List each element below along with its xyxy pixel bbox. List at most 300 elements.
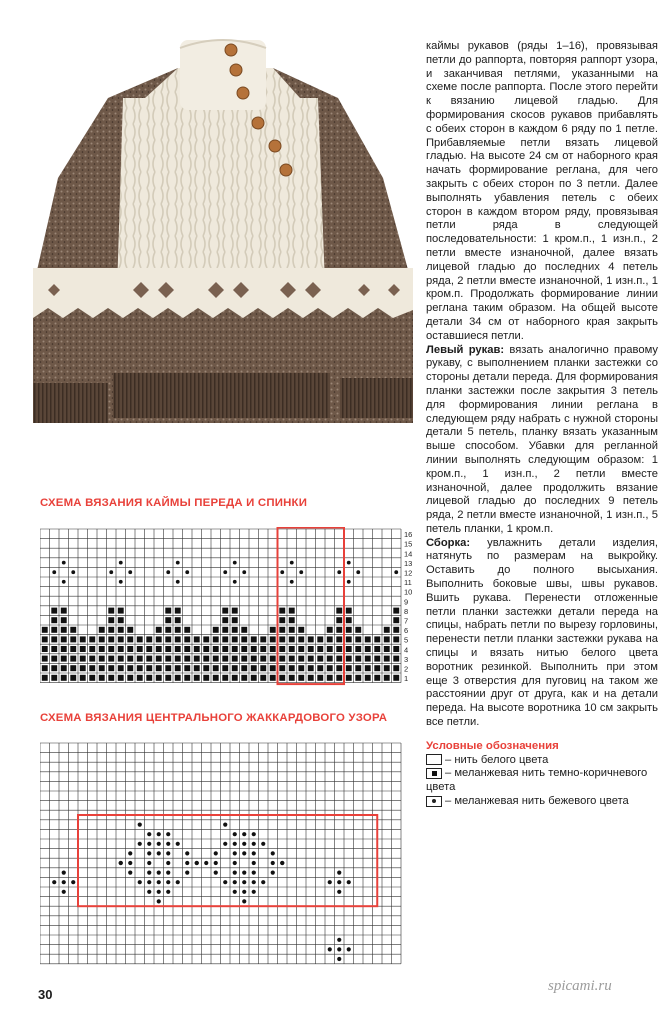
beige-stitch — [185, 851, 189, 855]
dark-stitch — [298, 675, 304, 681]
dark-stitch — [137, 636, 143, 642]
dark-stitch — [42, 665, 48, 671]
legend-text: – меланжевая нить бежевого цвета — [445, 795, 629, 808]
dark-stitch — [42, 675, 48, 681]
dark-stitch — [184, 675, 190, 681]
dark-stitch — [156, 675, 162, 681]
dark-stitch — [194, 665, 200, 671]
dark-stitch — [99, 675, 105, 681]
dark-stitch — [241, 636, 247, 642]
beige-stitch — [128, 570, 132, 574]
dark-stitch — [203, 646, 209, 652]
dark-stitch — [393, 656, 399, 662]
dark-stitch — [260, 656, 266, 662]
dark-stitch — [336, 646, 342, 652]
dark-stitch — [99, 636, 105, 642]
beige-stitch — [147, 842, 151, 846]
row-number: 2 — [404, 664, 409, 674]
beige-stitch — [157, 880, 161, 884]
dark-stitch — [61, 665, 67, 671]
beige-stitch — [62, 890, 66, 894]
beige-stitch — [62, 580, 66, 584]
beige-stitch — [176, 842, 180, 846]
beige-stitch — [147, 861, 151, 865]
dark-stitch — [222, 608, 228, 614]
dark-stitch — [80, 665, 86, 671]
chart2-grid — [40, 741, 432, 973]
dark-stitch — [194, 656, 200, 662]
beige-stitch — [147, 851, 151, 855]
dark-stitch — [279, 608, 285, 614]
dark-stitch — [137, 665, 143, 671]
dark-stitch — [251, 675, 257, 681]
dark-stitch — [222, 627, 228, 633]
beige-stitch — [261, 842, 265, 846]
dark-stitch — [137, 656, 143, 662]
dark-stitch — [118, 608, 124, 614]
beige-stitch — [242, 899, 246, 903]
legend-dark — [426, 767, 658, 795]
dark-stitch — [222, 636, 228, 642]
dark-stitch — [308, 675, 314, 681]
beige-stitch — [62, 561, 66, 565]
dark-stitch — [251, 656, 257, 662]
beige-stitch — [252, 832, 256, 836]
beige-stitch — [62, 880, 66, 884]
watermark: spicami.ru — [548, 978, 612, 994]
beige-stitch — [119, 580, 123, 584]
dark-stitch — [365, 636, 371, 642]
left-sleeve-paragraph — [426, 344, 658, 537]
beige-stitch — [204, 861, 208, 865]
dark-stitch — [156, 636, 162, 642]
dark-stitch — [127, 675, 133, 681]
beige-stitch — [176, 580, 180, 584]
dark-stitch — [279, 665, 285, 671]
dark-stitch — [270, 665, 276, 671]
dark-stitch — [89, 665, 95, 671]
left-sleeve-heading: Левый рукав: — [426, 343, 505, 356]
dark-stitch — [203, 665, 209, 671]
dark-stitch — [336, 665, 342, 671]
beige-stitch — [242, 871, 246, 875]
dark-stitch — [289, 646, 295, 652]
dark-stitch — [42, 627, 48, 633]
dark-stitch — [393, 627, 399, 633]
beige-stitch — [166, 570, 170, 574]
dark-stitch — [70, 627, 76, 633]
beige-stitch — [394, 570, 398, 574]
dark-stitch — [384, 656, 390, 662]
dark-stitch — [99, 665, 105, 671]
beige-stitch — [347, 947, 351, 951]
beige-stitch — [157, 851, 161, 855]
paragraph-text: увлажнить детали изделия, натянуть по размерам на выкройку. Оставить до полного высыхания. Выполнить боковые швы, швы рукавов. Вшить рукава. Перенести отложенные петли планки застежки детали переда на спицы, набрать петли по вырезу горловины, перенести петли планки застежки рукава на спицы и вязать нитью белого цвета воротник резинкой. Выполнить при этом еще 3 отверстия для пуговиц на таком же расстоянии друг от друга, как и на детали переда. На высоте воротника 10 см закрыть все петли. — [426, 536, 658, 729]
dark-stitch — [374, 675, 380, 681]
dark-stitch — [365, 675, 371, 681]
dark-stitch — [346, 608, 352, 614]
dark-stitch — [232, 675, 238, 681]
dark-stitch — [355, 646, 361, 652]
dark-stitch — [270, 627, 276, 633]
dark-stitch — [241, 675, 247, 681]
dark-stitch — [355, 627, 361, 633]
beige-stitch — [337, 938, 341, 942]
dark-stitch — [346, 617, 352, 623]
dark-stitch — [118, 627, 124, 633]
dark-stitch — [232, 646, 238, 652]
dark-stitch — [384, 665, 390, 671]
dark-stitch — [203, 656, 209, 662]
dark-stitch — [241, 646, 247, 652]
dark-stitch — [184, 646, 190, 652]
row-number: 5 — [404, 635, 409, 645]
dark-stitch — [374, 656, 380, 662]
dark-stitch — [327, 646, 333, 652]
dark-stitch — [298, 636, 304, 642]
dark-stitch — [156, 656, 162, 662]
beige-stitch — [242, 880, 246, 884]
dark-stitch — [355, 665, 361, 671]
dark-stitch — [222, 675, 228, 681]
beige-stitch — [233, 861, 237, 865]
dark-stitch — [156, 627, 162, 633]
beige-stitch — [166, 851, 170, 855]
dark-stitch — [146, 636, 152, 642]
beige-stitch — [223, 842, 227, 846]
dark-stitch — [270, 656, 276, 662]
dark-stitch — [80, 646, 86, 652]
dark-stitch — [118, 617, 124, 623]
beige-stitch — [347, 561, 351, 565]
beige-stitch — [147, 871, 151, 875]
beige-stitch — [157, 832, 161, 836]
dark-stitch — [108, 608, 114, 614]
dark-stitch — [146, 646, 152, 652]
dark-stitch — [232, 627, 238, 633]
dark-stitch — [232, 656, 238, 662]
dark-stitch — [108, 656, 114, 662]
beige-stitch — [252, 871, 256, 875]
dark-stitch — [165, 665, 171, 671]
chart2-title: СХЕМА ВЯЗАНИЯ ЦЕНТРАЛЬНОГО ЖАККАРДОВОГО УЗОРА — [40, 712, 388, 724]
beige-stitch — [328, 880, 332, 884]
dark-stitch — [393, 636, 399, 642]
row-number: 9 — [404, 597, 409, 607]
dark-stitch — [99, 656, 105, 662]
beige-stitch — [347, 580, 351, 584]
dark-stitch — [184, 627, 190, 633]
dark-stitch — [61, 656, 67, 662]
dark-stitch — [336, 627, 342, 633]
beige-stitch — [147, 832, 151, 836]
beige-stitch — [252, 880, 256, 884]
dark-stitch — [51, 608, 57, 614]
dark-stitch — [194, 646, 200, 652]
dark-stitch — [232, 617, 238, 623]
row-number: 6 — [404, 626, 409, 636]
beige-stitch — [138, 880, 142, 884]
dark-stitch — [80, 675, 86, 681]
row-number: 7 — [404, 616, 409, 626]
dark-stitch — [165, 617, 171, 623]
assembly-heading: Сборка: — [426, 536, 471, 549]
dark-stitch — [374, 646, 380, 652]
beige-stitch — [280, 570, 284, 574]
beige-stitch — [185, 871, 189, 875]
dark-stitch — [61, 627, 67, 633]
dark-stitch — [108, 627, 114, 633]
beige-stitch — [233, 890, 237, 894]
dark-stitch — [51, 656, 57, 662]
beige-stitch — [176, 880, 180, 884]
dark-stitch — [127, 646, 133, 652]
dark-stitch — [289, 627, 295, 633]
dark-stitch — [146, 656, 152, 662]
dark-stitch — [108, 636, 114, 642]
dark-stitch — [289, 617, 295, 623]
dark-stitch — [42, 646, 48, 652]
assembly-paragraph — [426, 537, 658, 730]
dark-stitch — [146, 675, 152, 681]
dark-stitch — [384, 627, 390, 633]
dark-stitch — [346, 665, 352, 671]
beige-stitch — [337, 871, 341, 875]
dark-stitch — [365, 665, 371, 671]
beige-stitch — [166, 842, 170, 846]
dark-stitch — [42, 656, 48, 662]
dark-stitch — [184, 636, 190, 642]
dark-stitch — [51, 627, 57, 633]
dark-stitch — [61, 646, 67, 652]
dark-stitch — [127, 665, 133, 671]
beige-stitch — [290, 561, 294, 565]
row-number: 15 — [404, 539, 413, 549]
dark-stitch — [308, 636, 314, 642]
beige-stitch — [233, 842, 237, 846]
dark-stitch — [393, 665, 399, 671]
dark-stitch — [374, 636, 380, 642]
beige-stitch — [223, 823, 227, 827]
beige-stitch — [62, 871, 66, 875]
dark-stitch — [156, 646, 162, 652]
dark-stitch — [222, 617, 228, 623]
dark-stitch — [336, 656, 342, 662]
page-number: 30 — [38, 987, 53, 1002]
dark-stitch — [393, 646, 399, 652]
beige-stitch — [52, 570, 56, 574]
beige-stitch — [242, 570, 246, 574]
dark-stitch — [175, 675, 181, 681]
dark-stitch — [80, 636, 86, 642]
dark-stitch — [241, 656, 247, 662]
dark-stitch — [213, 636, 219, 642]
beige-stitch — [271, 871, 275, 875]
row-number: 1 — [404, 674, 409, 684]
dark-stitch — [393, 608, 399, 614]
repeat-frame — [78, 815, 377, 906]
dark-stitch — [270, 646, 276, 652]
dark-stitch — [137, 646, 143, 652]
beige-stitch — [290, 580, 294, 584]
beige-stitch — [214, 851, 218, 855]
beige-stitch — [337, 880, 341, 884]
legend-white — [426, 754, 658, 768]
dark-stitch — [222, 646, 228, 652]
beige-stitch — [223, 570, 227, 574]
dark-stitch — [175, 665, 181, 671]
dark-stitch — [213, 646, 219, 652]
dark-stitch — [270, 675, 276, 681]
dark-stitch — [374, 665, 380, 671]
beige-stitch — [166, 832, 170, 836]
dark-stitch — [108, 675, 114, 681]
dark-stitch — [327, 665, 333, 671]
dark-stitch — [213, 656, 219, 662]
dark-stitch — [317, 656, 323, 662]
dark-stitch — [89, 636, 95, 642]
dark-stitch — [61, 675, 67, 681]
chart1-title: СХЕМА ВЯЗАНИЯ КАЙМЫ ПЕРЕДА И СПИНКИ — [40, 497, 308, 509]
beige-stitch — [242, 890, 246, 894]
dark-stitch — [108, 617, 114, 623]
dark-stitch — [384, 636, 390, 642]
beige-stitch — [128, 861, 132, 865]
dark-stitch — [222, 665, 228, 671]
dark-stitch — [298, 665, 304, 671]
beige-stitch — [71, 880, 75, 884]
dark-stitch — [165, 656, 171, 662]
beige-stitch — [337, 890, 341, 894]
beige-stitch — [233, 880, 237, 884]
dark-stitch — [308, 646, 314, 652]
dark-stitch — [279, 636, 285, 642]
dark-stitch — [346, 646, 352, 652]
dark-stitch — [89, 675, 95, 681]
dark-stitch — [51, 636, 57, 642]
dark-stitch — [355, 675, 361, 681]
beige-stitch — [233, 832, 237, 836]
dark-stitch — [146, 665, 152, 671]
dark-stitch — [232, 608, 238, 614]
dark-stitch — [317, 636, 323, 642]
legend-text: – меланжевая нить темно-коричневого цвета — [426, 767, 648, 794]
dark-stitch — [393, 675, 399, 681]
dark-stitch — [51, 675, 57, 681]
dark-stitch — [355, 636, 361, 642]
dark-stitch — [70, 646, 76, 652]
beige-stitch — [252, 842, 256, 846]
beige-stitch — [356, 570, 360, 574]
dark-stitch — [89, 646, 95, 652]
row-number: 11 — [404, 578, 412, 588]
dark-stitch — [194, 636, 200, 642]
dark-stitch — [289, 665, 295, 671]
dark-stitch — [365, 656, 371, 662]
dark-stitch — [213, 675, 219, 681]
dark-stitch — [51, 617, 57, 623]
dark-stitch — [165, 675, 171, 681]
dark-stitch — [298, 646, 304, 652]
dark-stitch — [327, 627, 333, 633]
beige-stitch — [138, 842, 142, 846]
dark-stitch — [51, 646, 57, 652]
dark-stitch — [184, 656, 190, 662]
beige-stitch — [233, 580, 237, 584]
beige-stitch — [128, 871, 132, 875]
row-number: 3 — [404, 654, 409, 664]
beige-stitch — [252, 861, 256, 865]
beige-stitch — [242, 832, 246, 836]
beige-stitch — [271, 851, 275, 855]
dark-stitch — [70, 665, 76, 671]
dark-stitch — [346, 636, 352, 642]
row-number: 10 — [404, 587, 413, 597]
dark-stitch — [279, 646, 285, 652]
dark-stitch — [336, 675, 342, 681]
dark-stitch — [175, 656, 181, 662]
beige-stitch — [214, 871, 218, 875]
dark-stitch — [61, 608, 67, 614]
dark-stitch — [61, 617, 67, 623]
dark-stitch — [251, 665, 257, 671]
dark-stitch — [70, 656, 76, 662]
dark-stitch — [127, 636, 133, 642]
dark-stitch — [213, 627, 219, 633]
beige-stitch — [242, 851, 246, 855]
dark-stitch — [251, 636, 257, 642]
beige-stitch — [252, 890, 256, 894]
dark-stitch — [213, 665, 219, 671]
dark-stitch — [175, 646, 181, 652]
row-number: 13 — [404, 558, 413, 568]
beige-stitch — [157, 842, 161, 846]
dark-stitch — [308, 665, 314, 671]
dark-stitch — [365, 646, 371, 652]
dark-stitch — [99, 646, 105, 652]
dark-stitch — [260, 665, 266, 671]
dark-stitch — [241, 665, 247, 671]
beige-stitch — [52, 880, 56, 884]
dark-stitch — [298, 656, 304, 662]
dark-stitch — [279, 627, 285, 633]
dark-stitch — [308, 656, 314, 662]
dark-stitch — [175, 636, 181, 642]
beige-stitch — [147, 880, 151, 884]
dark-stitch — [222, 656, 228, 662]
dark-stitch — [203, 636, 209, 642]
beige-stitch — [195, 861, 199, 865]
dark-stitch — [203, 675, 209, 681]
beige-stitch — [138, 823, 142, 827]
dark-stitch — [127, 656, 133, 662]
dark-stitch — [393, 617, 399, 623]
dark-stitch — [118, 646, 124, 652]
beige-stitch — [157, 890, 161, 894]
beige-stitch — [128, 851, 132, 855]
dark-stitch — [317, 646, 323, 652]
beige-stitch — [299, 570, 303, 574]
beige-stitch — [157, 899, 161, 903]
dark-stitch — [80, 656, 86, 662]
beige-stitch — [71, 570, 75, 574]
legend-title: Условные обозначения — [426, 739, 559, 752]
dark-stitch — [336, 617, 342, 623]
beige-stitch — [185, 861, 189, 865]
beige-stitch — [223, 880, 227, 884]
dark-stitch — [270, 636, 276, 642]
beige-stitch — [166, 890, 170, 894]
